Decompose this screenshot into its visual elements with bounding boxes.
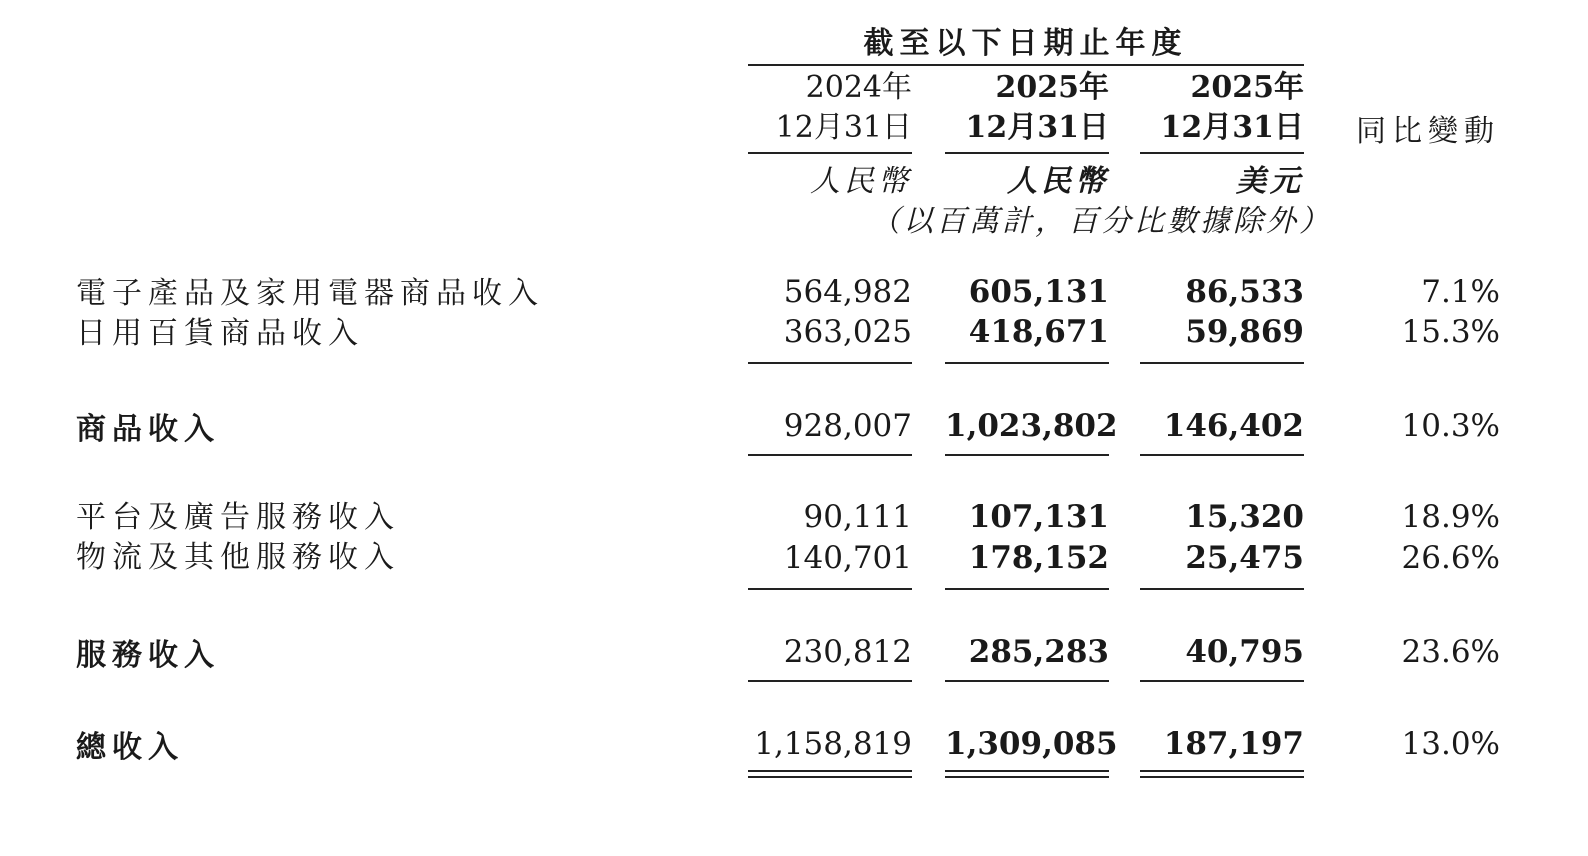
period-underline [748,64,1304,66]
row-label: 平台及廣告服務收入 [76,500,400,535]
total-rule [945,454,1109,456]
grand-total-double-rule [748,776,912,778]
row-value-2025-rmb: 605,131 [968,274,1109,310]
total-rule [1140,454,1304,456]
row-value-2025-rmb: 1,309,085 [945,726,1118,762]
col-2025-rmb-underline [945,152,1109,154]
row-value-yoy: 13.0% [1401,726,1500,762]
row-value-2025-rmb: 285,283 [968,634,1109,670]
row-label: 服務收入 [76,638,220,673]
subtotal-rule [945,588,1109,590]
col-2025-usd-currency: 美元 [1236,164,1304,199]
row-value-2025-usd: 15,320 [1185,499,1304,535]
total-rule [1140,680,1304,682]
subtotal-rule [748,362,912,364]
col-2024-date: 12月31日 [775,110,912,145]
row-value-yoy: 10.3% [1401,408,1500,444]
row-label: 商品收入 [76,412,220,447]
row-value-2024: 1,158,819 [754,726,912,762]
row-value-2024: 363,025 [783,314,912,350]
total-rule [748,680,912,682]
col-2024-currency: 人民幣 [810,164,912,199]
grand-total-double-rule [1140,770,1304,772]
unit-note: （以百萬計，百分比數據除外） [870,204,1332,239]
row-value-2024: 928,007 [783,408,912,444]
col-2025-rmb-date: 12月31日 [965,110,1109,145]
row-value-2025-usd: 25,475 [1185,540,1304,576]
grand-total-double-rule [945,770,1109,772]
row-value-yoy: 15.3% [1401,314,1500,350]
row-value-2024: 140,701 [783,540,912,576]
grand-total-double-rule [945,776,1109,778]
row-value-yoy: 26.6% [1401,540,1500,576]
col-2025-usd-year: 2025年 [1190,70,1304,105]
col-2024-year: 2024年 [805,70,912,105]
col-2025-usd-underline [1140,152,1304,154]
period-title: 截至以下日期止年度 [863,26,1188,61]
subtotal-rule [748,588,912,590]
row-value-2025-rmb: 107,131 [968,499,1109,535]
subtotal-rule [1140,588,1304,590]
row-label: 物流及其他服務收入 [76,540,400,575]
row-value-2025-usd: 86,533 [1185,274,1304,310]
grand-total-double-rule [748,770,912,772]
row-label: 日用百貨商品收入 [76,316,364,351]
yoy-header: 同比變動 [1356,114,1500,149]
total-rule [748,454,912,456]
grand-total-double-rule [1140,776,1304,778]
col-2025-usd-date: 12月31日 [1160,110,1304,145]
row-value-2025-rmb: 418,671 [968,314,1109,350]
row-value-2025-usd: 40,795 [1185,634,1304,670]
row-value-yoy: 23.6% [1401,634,1500,670]
row-value-2025-rmb: 1,023,802 [945,408,1118,444]
row-value-2025-usd: 187,197 [1163,726,1304,762]
row-value-2024: 564,982 [783,274,912,310]
total-rule [945,680,1109,682]
row-label: 總收入 [76,730,184,765]
col-2024-underline [748,152,912,154]
row-label: 電子產品及家用電器商品收入 [76,276,544,311]
col-2025-rmb-year: 2025年 [995,70,1109,105]
row-value-2024: 230,812 [783,634,912,670]
row-value-2024: 90,111 [803,499,912,535]
col-2025-rmb-currency: 人民幣 [1007,164,1109,199]
row-value-yoy: 7.1% [1421,274,1500,310]
subtotal-rule [1140,362,1304,364]
row-value-2025-usd: 59,869 [1185,314,1304,350]
subtotal-rule [945,362,1109,364]
row-value-2025-rmb: 178,152 [968,540,1109,576]
row-value-2025-usd: 146,402 [1163,408,1304,444]
row-value-yoy: 18.9% [1401,499,1500,535]
